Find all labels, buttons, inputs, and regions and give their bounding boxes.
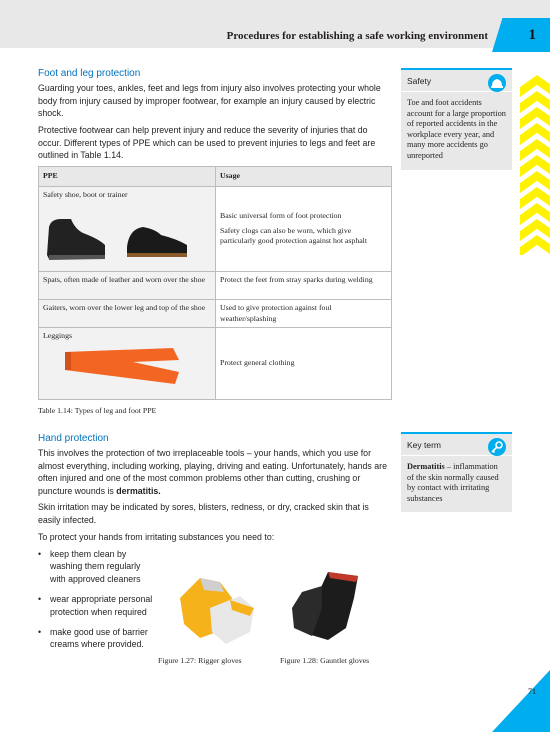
list-item: • wear appropriate personal protection when required — [38, 593, 156, 618]
list-item: • keep them clean by washing them regularly with approved cleaners — [38, 548, 156, 585]
ppe-label: Safety shoe, boot or trainer — [43, 190, 128, 199]
key-term-word: Dermatitis — [407, 462, 445, 471]
chevron-decoration — [508, 75, 550, 255]
table-header-usage: Usage — [216, 167, 392, 187]
usage-line: Safety clogs can also be worn, which give particularly good protection against hot asphalt — [220, 225, 368, 245]
table-header-ppe: PPE — [39, 167, 216, 187]
safety-box-text: Toe and foot accidents account for a large proportion of reported accidents in the workplace every year, and many more accidents go unreported — [407, 98, 506, 160]
table-cell-usage — [216, 187, 392, 272]
hand-paragraph-1 — [38, 447, 390, 497]
key-term-definition: – inflammation of the skin normally caused by contact with irritating substances — [407, 462, 499, 503]
hand-paragraph-1-text: This involves the protection of two irreplaceable tools – your hands, which you use for almost everything, including working, playing, driving and eating. Unfortunately, hands are often injured and one of the most common problems other than cutting, crushing or puncture wounds is — [38, 448, 387, 496]
figure-caption-rigger: Figure 1.27: Rigger gloves — [158, 656, 242, 665]
safety-shoes-image — [43, 207, 193, 265]
hard-hat-icon — [488, 74, 506, 92]
safety-box-title: Safety — [401, 70, 512, 92]
page-corner-tab — [492, 670, 550, 732]
table-row — [39, 187, 392, 272]
usage-line: Protect the feet from stray sparks during welding — [216, 272, 392, 300]
hand-paragraph-3: To protect your hands from irritating substances you need to: — [38, 532, 275, 542]
running-header-title: Procedures for establishing a safe working environment — [226, 30, 488, 42]
key-term-title: Key term — [401, 434, 512, 456]
rigger-gloves-image — [170, 568, 260, 646]
table-row — [39, 272, 392, 300]
table-row — [39, 300, 392, 328]
page-number: 71 — [528, 687, 536, 696]
hand-paragraph-2: Skin irritation may be indicated by sores, blisters, redness, or dry, cracked skin that is easily infected. — [38, 502, 369, 525]
safety-box — [401, 68, 512, 170]
foot-leg-paragraph-1: Guarding your toes, ankles, feet and legs from injury also involves protecting your whole body from injury caused by improper footwear, for example an injury caused by electric shock. — [38, 83, 381, 119]
key-icon — [488, 438, 506, 456]
key-term-box — [401, 432, 512, 512]
table-cell-ppe — [39, 187, 216, 272]
table-header-row — [39, 167, 392, 187]
ppe-label: Spats, often made of leather and worn over the shoe — [39, 272, 216, 300]
gauntlet-gloves-image — [288, 568, 380, 644]
ppe-table — [38, 166, 392, 400]
key-term-text — [401, 456, 512, 512]
list-item: • make good use of barrier creams where provided. — [38, 626, 156, 651]
usage-line: Basic universal form of foot protection — [220, 211, 342, 220]
usage-line: Protect general clothing — [216, 328, 392, 400]
ppe-label: Gaiters, worn over the lower leg and top of the shoe — [39, 300, 216, 328]
dermatitis-bold: dermatitis. — [116, 485, 161, 496]
table-row — [39, 328, 392, 400]
foot-leg-paragraph-2: Protective footwear can help prevent injury and reduce the severity of injuries that do occur. Different types of PPE which can be used to prevent injuries to legs and feet are outlined in Table 1.14. — [38, 125, 376, 161]
foot-leg-heading: Foot and leg protection — [38, 68, 141, 79]
hand-care-list — [38, 548, 156, 659]
leggings-image — [63, 342, 183, 392]
chapter-number: 1 — [528, 27, 536, 43]
usage-line: Used to give protection against foul weather/splashing — [216, 300, 392, 328]
table-caption: Table 1.14: Types of leg and foot PPE — [38, 406, 157, 415]
ppe-label: Leggings — [43, 331, 73, 340]
figure-caption-gauntlet: Figure 1.28: Gauntlet gloves — [280, 656, 370, 665]
table-cell-ppe — [39, 328, 216, 400]
hand-heading: Hand protection — [38, 433, 109, 444]
